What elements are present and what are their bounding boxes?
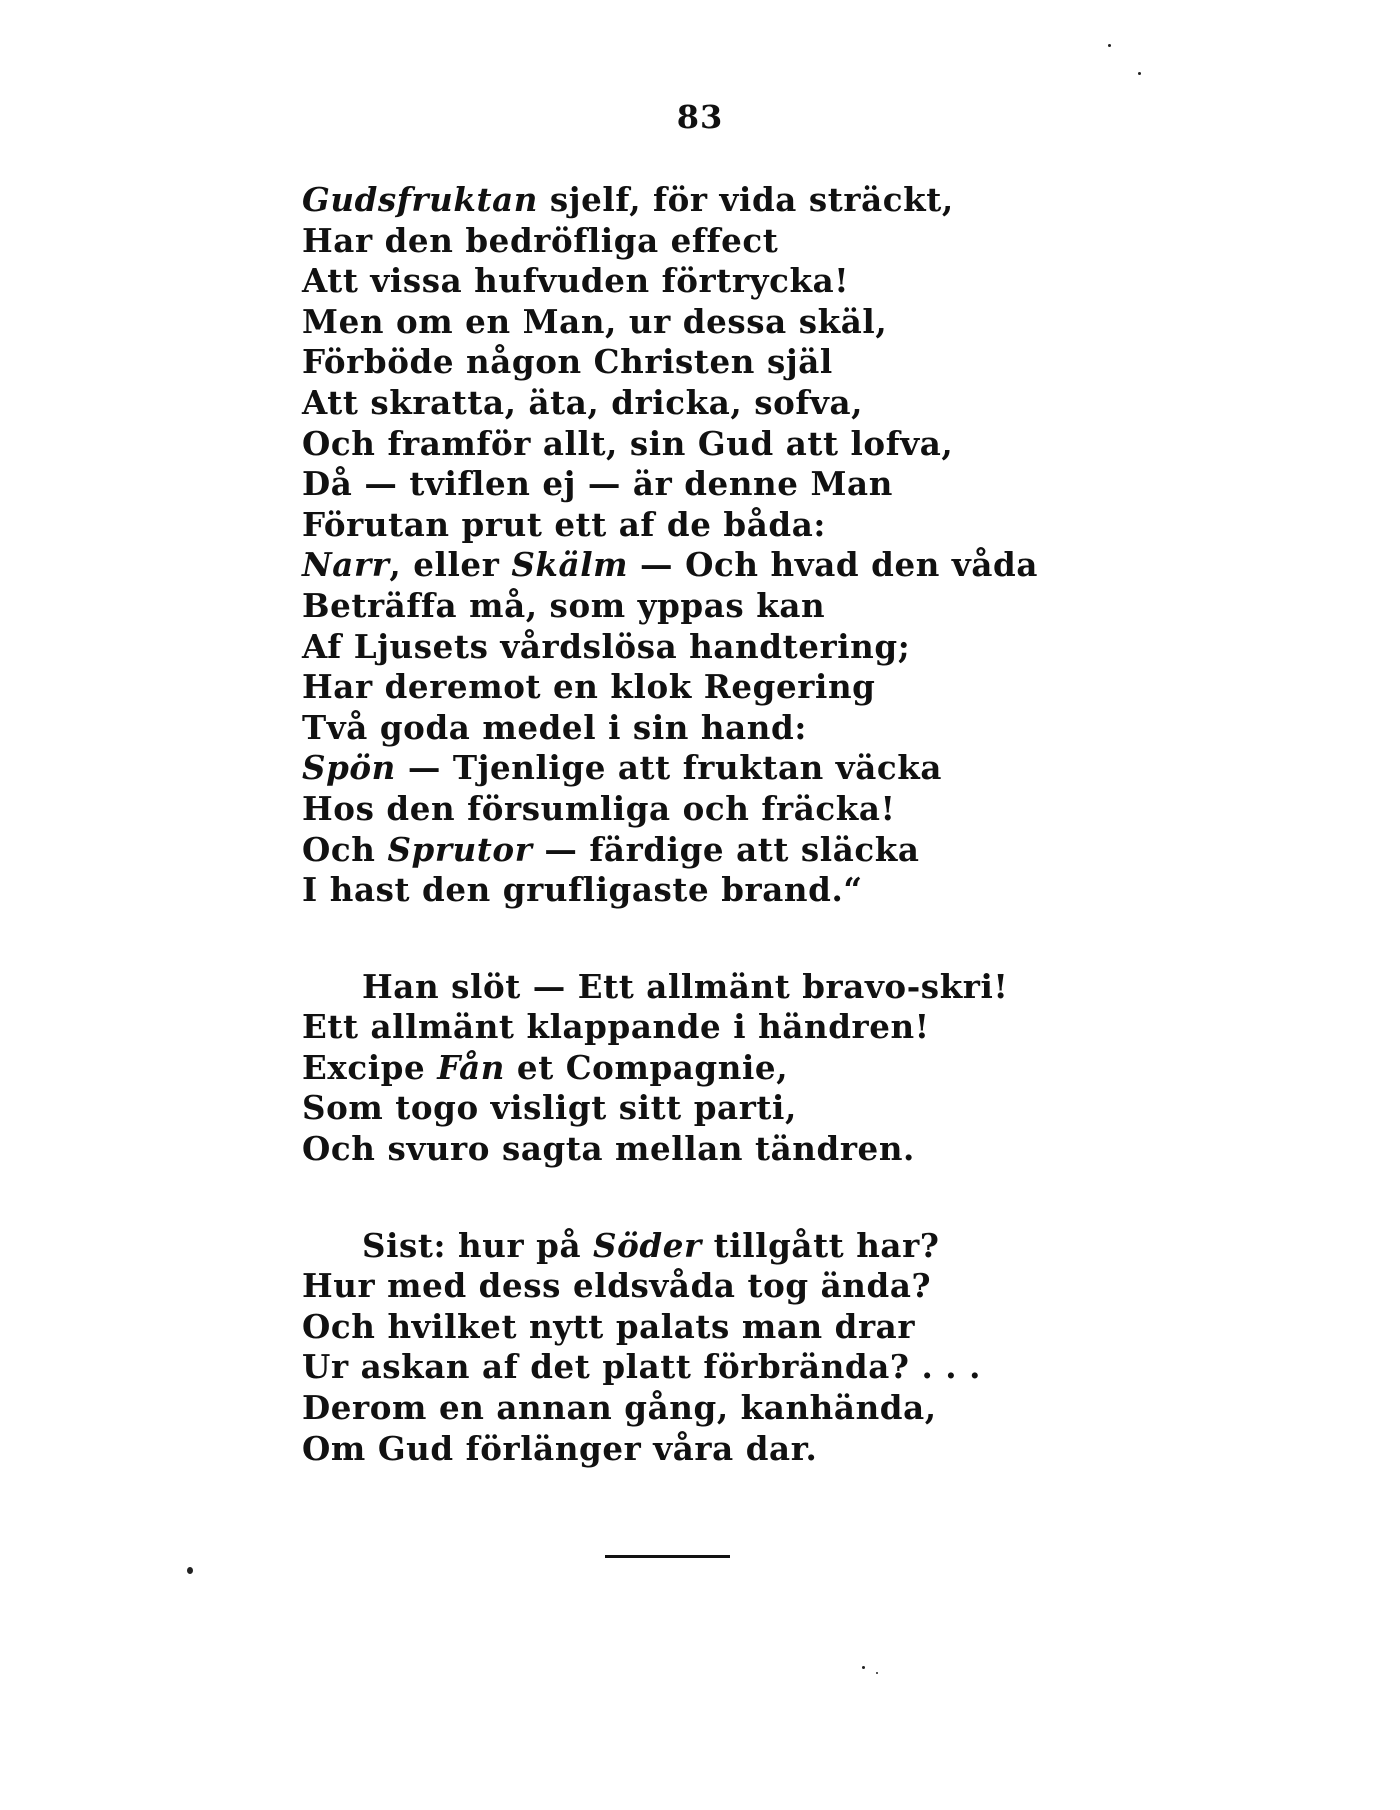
poem-line (302, 180, 1302, 221)
poem-line (302, 1388, 1302, 1429)
print-speck (1108, 44, 1111, 47)
line-text: Ett allmänt klappande i händren! (302, 1007, 930, 1047)
poem-line (302, 627, 1302, 668)
line-text: Förutan prut ett af de båda: (302, 504, 826, 544)
italic-word: Fån (437, 1047, 505, 1087)
stanza (302, 1226, 1302, 1470)
poem-line (302, 545, 1302, 586)
end-rule (605, 1555, 730, 1558)
line-text: Att skratta, äta, dricka, sofva, (302, 382, 864, 422)
italic-word: Skälm (511, 545, 629, 585)
italic-word: Gudsfruktan (302, 180, 538, 219)
line-text: Två goda medel i sin hand: (302, 707, 807, 747)
line-text: Och framför allt, sin Gud att lofva, (302, 423, 954, 463)
line-text: Beträffa må, som yppas kan (302, 585, 826, 625)
poem-line (302, 1088, 1302, 1129)
line-text: Derom en annan gång, kanhända, (302, 1388, 937, 1428)
line-text: Ur askan af det platt förbrända? . . . (302, 1347, 982, 1387)
print-speck (876, 1672, 878, 1674)
poem-line (302, 464, 1302, 505)
print-speck (862, 1666, 865, 1669)
line-text: Som togo visligt sitt parti, (302, 1088, 797, 1128)
line-text: Hos den försumliga och fräcka! (302, 788, 896, 828)
line-text: Af Ljusets vårdslösa handtering; (302, 626, 911, 666)
poem-line (302, 748, 1302, 789)
line-text: Har deremot en klok Regering (302, 667, 876, 707)
poem-line (302, 1226, 1302, 1267)
line-text: Då — tviflen ej — är denne Man (302, 464, 893, 504)
line-text: — Och hvad den våda (628, 545, 1038, 585)
poem-line (302, 302, 1302, 343)
poem-line (302, 967, 1302, 1008)
line-text: Han slöt — Ett allmänt bravo-skri! (362, 966, 1009, 1006)
line-text: Om Gud förlänger våra dar. (302, 1428, 818, 1468)
line-text: Förböde någon Christen själ (302, 342, 833, 382)
line-text: I hast den grufligaste brand.“ (302, 870, 863, 910)
italic-word: Narr (302, 545, 390, 585)
poem-line (302, 667, 1302, 708)
poem-line (302, 221, 1302, 262)
poem-line (302, 870, 1302, 911)
line-text: Hur med dess eldsvåda tog ända? (302, 1266, 932, 1306)
italic-word: Spön (302, 748, 396, 788)
line-text: Sist: hur på (362, 1225, 594, 1265)
poem-line (302, 1429, 1302, 1470)
poem-line (302, 1048, 1302, 1089)
stanza (302, 967, 1302, 1170)
poem-line (302, 1347, 1302, 1388)
poem-line (302, 424, 1302, 465)
print-speck (187, 1567, 193, 1574)
poem-line (302, 1129, 1302, 1170)
line-text: sjelf, för vida sträckt, (537, 180, 954, 219)
stanza (302, 180, 1302, 911)
italic-word: Söder (593, 1225, 702, 1265)
line-text: Och (302, 829, 388, 869)
line-text: Och hvilket nytt palats man drar (302, 1306, 916, 1346)
poem-line (302, 1266, 1302, 1307)
line-text: et Compagnie, (505, 1047, 789, 1087)
line-text: tillgått har? (701, 1225, 940, 1265)
line-text: Men om en Man, ur dessa skäl, (302, 301, 888, 341)
poem-line (302, 505, 1302, 546)
poem-line (302, 1007, 1302, 1048)
line-text: Har den bedröfliga effect (302, 220, 779, 260)
line-text: — färdige att släcka (532, 829, 920, 869)
line-text: Excipe (302, 1047, 438, 1087)
poem-line (302, 830, 1302, 871)
print-speck (1138, 72, 1141, 75)
poem-text (302, 180, 1302, 1525)
line-text: Och svuro sagta mellan tändren. (302, 1129, 915, 1169)
poem-line (302, 342, 1302, 383)
poem-line (302, 383, 1302, 424)
poem-line (302, 586, 1302, 627)
line-text: , eller (389, 545, 512, 585)
poem-line (302, 789, 1302, 830)
italic-word: Sprutor (387, 829, 533, 869)
poem-line (302, 708, 1302, 749)
poem-line (302, 261, 1302, 302)
line-text: — Tjenlige att fruktan väcka (395, 748, 943, 788)
line-text: Att vissa hufvuden förtrycka! (302, 261, 850, 301)
page-number: 83 (676, 98, 724, 136)
poem-line (302, 1307, 1302, 1348)
